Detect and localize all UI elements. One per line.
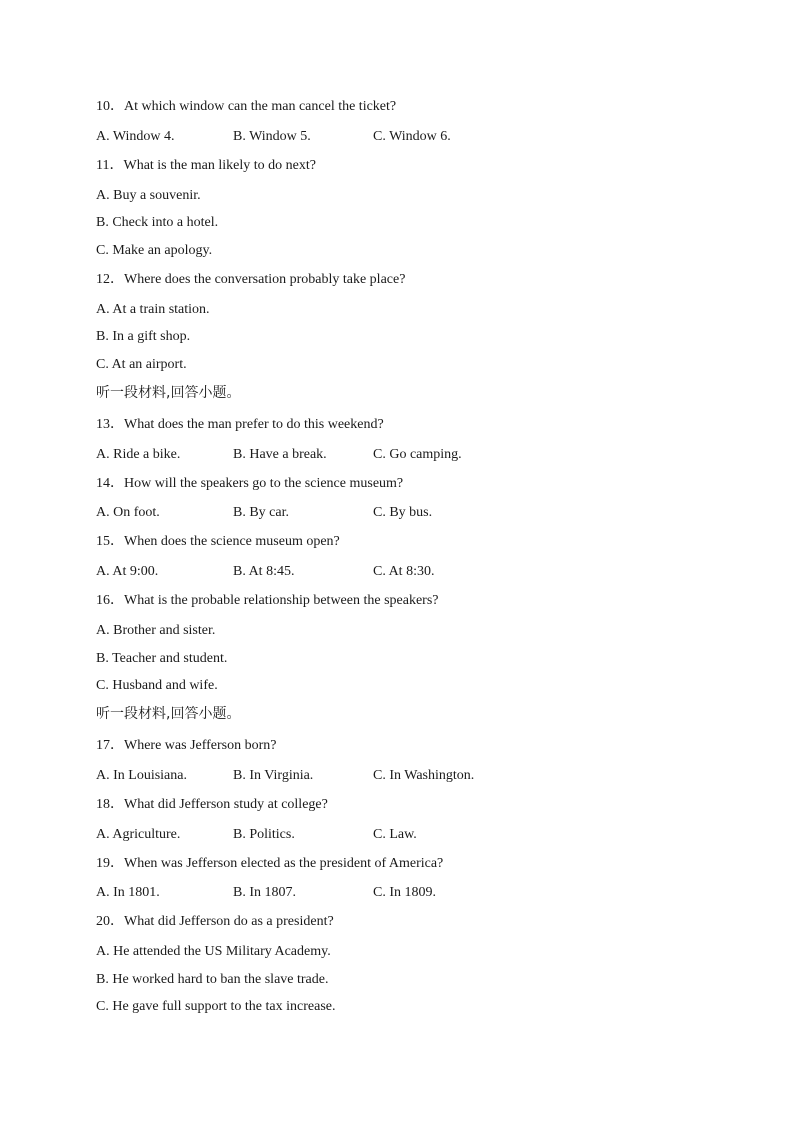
option-c: C. By bus. xyxy=(373,505,433,520)
option-a: A. Window 4. xyxy=(96,129,175,144)
option-20-b: B. He worked hard to ban the slave trade. xyxy=(96,972,329,987)
option-16-a: A. Brother and sister. xyxy=(96,623,216,638)
option-a: A. At 9:00. xyxy=(96,564,159,579)
option-c: C. Go camping. xyxy=(373,447,462,462)
option-a: A. In 1801. xyxy=(96,885,160,900)
option-b: B. Window 5. xyxy=(233,129,311,144)
option-c: C. In Washington. xyxy=(373,768,475,783)
option-a: A. On foot. xyxy=(96,505,160,520)
question-12: 12．Where does the conversation probably take place? xyxy=(96,272,406,287)
option-c: C. In 1809. xyxy=(373,885,436,900)
option-20-a: A. He attended the US Military Academy. xyxy=(96,944,331,959)
question-11: 11．What is the man likely to do next? xyxy=(96,158,316,173)
question-10: 10．At which window can the man cancel the ticket? xyxy=(96,99,397,114)
question-14: 14．How will the speakers go to the science museum? xyxy=(96,476,404,491)
option-c: C. Window 6. xyxy=(373,129,451,144)
option-c: C. At 8:30. xyxy=(373,564,435,579)
option-11-a: A. Buy a souvenir. xyxy=(96,188,201,203)
option-12-a: A. At a train station. xyxy=(96,302,210,317)
option-b: B. Have a break. xyxy=(233,447,327,462)
option-11-b: B. Check into a hotel. xyxy=(96,215,219,230)
option-b: B. Politics. xyxy=(233,827,295,842)
option-b: B. By car. xyxy=(233,505,289,520)
option-b: B. In Virginia. xyxy=(233,768,314,783)
option-b: B. At 8:45. xyxy=(233,564,295,579)
option-a: A. In Louisiana. xyxy=(96,768,187,783)
option-a: A. Agriculture. xyxy=(96,827,181,842)
question-20: 20．What did Jefferson do as a president? xyxy=(96,914,334,929)
question-17: 17．Where was Jefferson born? xyxy=(96,738,277,753)
question-15: 15．When does the science museum open? xyxy=(96,534,340,549)
question-16: 16．What is the probable relationship between the speakers? xyxy=(96,593,439,608)
option-c: C. Law. xyxy=(373,827,417,842)
option-12-b: B. In a gift shop. xyxy=(96,329,191,344)
question-19: 19．When was Jefferson elected as the president of America? xyxy=(96,856,444,871)
section-heading: 听一段材料,回答小题。 xyxy=(96,385,241,401)
option-12-c: C. At an airport. xyxy=(96,357,187,372)
option-20-c: C. He gave full support to the tax increase. xyxy=(96,999,336,1014)
option-11-c: C. Make an apology. xyxy=(96,243,213,258)
option-a: A. Ride a bike. xyxy=(96,447,181,462)
option-b: B. In 1807. xyxy=(233,885,296,900)
option-16-c: C. Husband and wife. xyxy=(96,678,218,693)
option-16-b: B. Teacher and student. xyxy=(96,651,228,666)
question-13: 13．What does the man prefer to do this weekend? xyxy=(96,417,384,432)
section-heading: 听一段材料,回答小题。 xyxy=(96,706,241,722)
question-18: 18．What did Jefferson study at college? xyxy=(96,797,328,812)
